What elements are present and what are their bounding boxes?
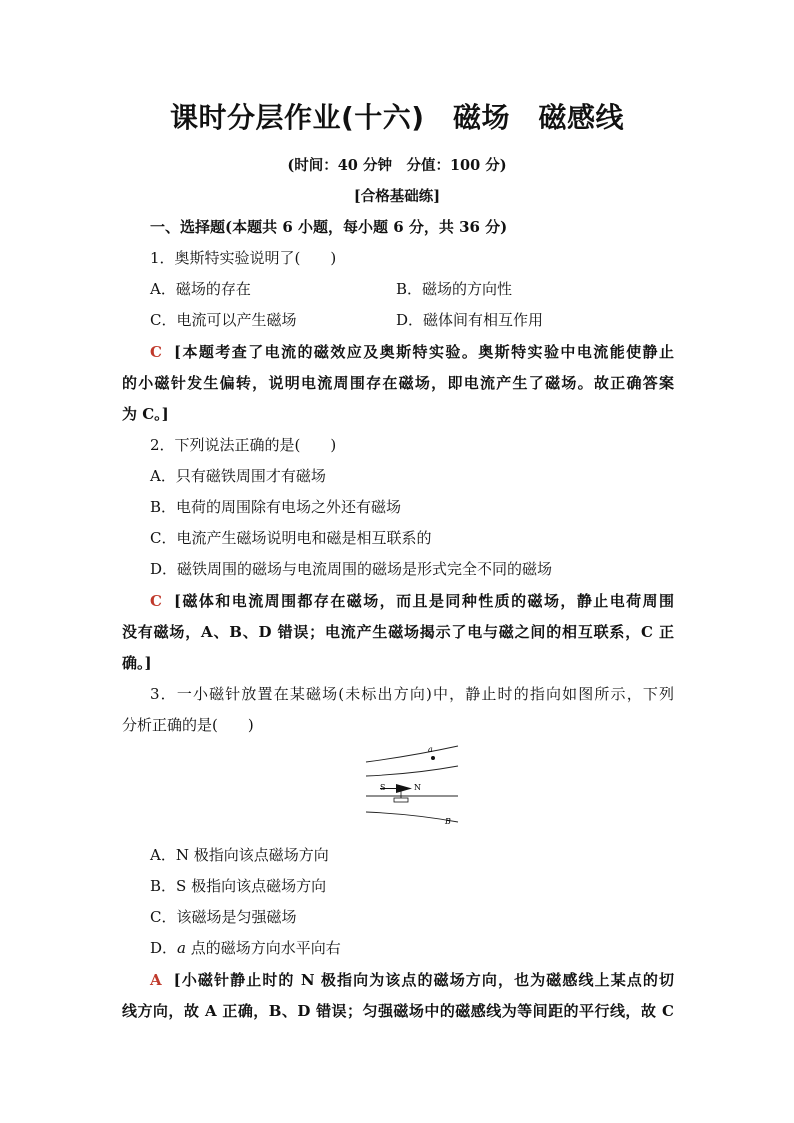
q3-option-d: D．a 点的磁场方向水平向右 (150, 939, 341, 957)
q3-option-a: A．N 极指向该点磁场方向 (150, 846, 329, 864)
q3-answer: A (150, 971, 162, 989)
section-label: [合格基础练] (353, 188, 441, 205)
q1-option-d: D．磁体间有相互作用 (396, 311, 544, 329)
page-title: 课时分层作业(十六) 磁场 磁感线 (169, 101, 625, 134)
q3-option-b: B．S 极指向该点磁场方向 (150, 877, 327, 895)
compass-needle-icon (396, 784, 412, 793)
q3-explanation-line1: A [小磁针静止时的 N 极指向为该点的磁场方向，也为磁感线上某点的切 (150, 971, 674, 989)
q3-option-c: C．该磁场是匀强磁场 (150, 908, 297, 926)
q2-option-a: A．只有磁铁周围才有磁场 (150, 467, 326, 485)
q3-stem-line2: 分析正确的是( ) (122, 716, 254, 734)
field-line-top (366, 746, 458, 762)
q2-option-b: B．电荷的周围除有电场之外还有磁场 (150, 498, 402, 516)
point-a-label: a (428, 745, 433, 754)
q1-explanation-line2: 的小磁针发生偏转，说明电流周围存在磁场，即电流产生了磁场。故正确答案 (122, 374, 674, 392)
q1-answer: C (150, 343, 162, 361)
q2-explanation-line2: 没有磁场，A、B、D 错误；电流产生磁场揭示了电与磁之间的相互联系，C 正 (122, 623, 674, 641)
q2-explanation-line1: C [磁体和电流周围都存在磁场，而且是同种性质的磁场，静止电荷周围 (150, 592, 674, 610)
part-heading: 一、选择题(本题共 6 小题，每小题 6 分，共 36 分) (150, 218, 508, 236)
q3-stem-line1: 3．一小磁针放置在某磁场(未标出方向)中，静止时的指向如图所示，下列 (150, 685, 674, 703)
q2-option-d: D．磁铁周围的磁场与电流周围的磁场是形式完全不同的磁场 (150, 560, 553, 578)
q2-option-c: C．电流产生磁场说明电和磁是相互联系的 (150, 529, 432, 547)
point-a-marker (431, 756, 435, 760)
q1-explanation-line3: 为 C。] (122, 405, 169, 423)
q2-explanation-line3: 确。] (122, 654, 152, 672)
s-pole-label: S (380, 783, 386, 792)
q3-explanation-line2: 线方向，故 A 正确，B、D 错误；匀强磁场中的磁感线为等间距的平行线，故 C (122, 1002, 674, 1020)
time-score-info: (时间：40 分钟 分值：100 分) (287, 157, 507, 174)
q1-stem: 1．奥斯特实验说明了( ) (150, 249, 337, 267)
magnetic-field-figure (362, 740, 462, 832)
q1-option-b: B．磁场的方向性 (396, 280, 513, 298)
q2-answer: C (150, 592, 162, 610)
compass-base (394, 798, 408, 802)
q1-explanation-line1: C [本题考查了电流的磁效应及奥斯特实验。奥斯特实验中电流能使静止 (150, 343, 674, 361)
n-pole-label: N (414, 783, 421, 792)
q1-option-a: A．磁场的存在 (150, 280, 251, 298)
field-line-upper (366, 766, 458, 776)
q1-option-c: C．电流可以产生磁场 (150, 311, 297, 329)
field-label-b: B (445, 817, 451, 826)
q2-stem: 2．下列说法正确的是( ) (150, 436, 337, 454)
